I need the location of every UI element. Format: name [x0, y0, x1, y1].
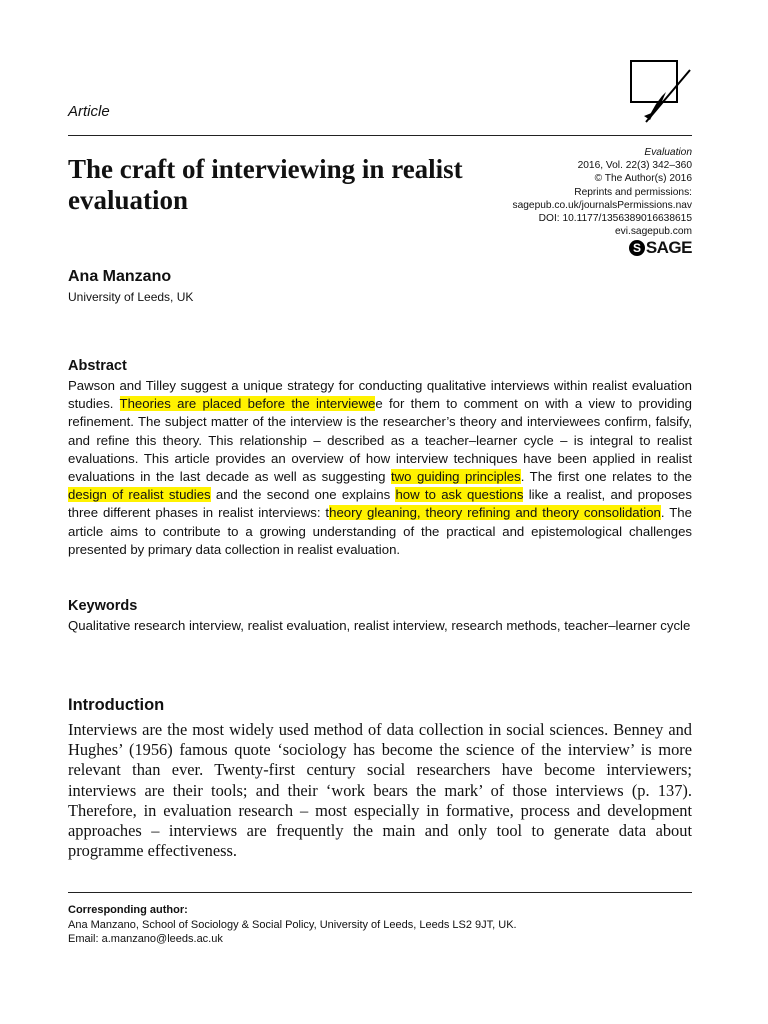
abstract-text-segment: . The article aims to contribute to a growing understanding of the practical and epistemological challenges presented by primary data collection in realist evaluation. [68, 505, 692, 557]
journal-logo-icon [626, 56, 696, 126]
sage-logo [629, 240, 692, 256]
author-email[interactable]: Email: a.manzano@leeds.ac.uk [68, 933, 223, 946]
keywords-text: Qualitative research interview, realist evaluation, realist interview, research methods, teacher–learner cycle [68, 618, 691, 633]
permissions-link[interactable]: sagepub.co.uk/journalsPermissions.nav [512, 199, 692, 211]
author-name: Ana Manzano [68, 268, 172, 285]
article-title: The craft of interviewing in realist evaluation [68, 154, 463, 215]
introduction-heading: Introduction [68, 696, 165, 714]
keywords-heading: Keywords [68, 598, 138, 614]
journal-site-link[interactable]: evi.sagepub.com [614, 226, 692, 238]
reprints-line: Reprints and permissions: [574, 186, 692, 198]
abstract-text-segment: e for them to comment on with a view to providing refinement. The subject matter of the interview is the researcher’s theory and interviewees confirm, falsify, and refine this theory. This relationship – described as a teacher–learner cycle – is integral to realist evaluations. This article provides an overview of how interview techniques have been applied in realist evaluations in the last decade as well as suggesting [68, 396, 692, 485]
abstract-text [68, 377, 692, 559]
highlight: heory gleaning, theory refining and theory consolidation [329, 505, 661, 521]
abstract-text-segment: . The first one relates to the [520, 469, 693, 485]
doi-line[interactable]: DOI: 10.1177/1356389016638615 [538, 213, 692, 225]
article-type-label: Article [68, 103, 110, 120]
highlight: two guiding principles [390, 469, 521, 485]
introduction-paragraph: Interviews are the most widely used method of data collection in social sciences. Benney and Hughes’ (1956) famous quote ‘sociology has become the science of the interview’ is more relevant than ever. Twenty-first century social researchers have become interviewers; interviews are their tools; and their ‘work bears the mark’ of those interviews (p. 137). Therefore, in evaluation research – most especially in formative, process and development approaches – interviews are frequently the main and only tool to generate data about programme effectiveness. [68, 720, 692, 861]
journal-name: Evaluation [644, 147, 692, 158]
abstract-text-segment: and the second one explains [210, 487, 396, 503]
corresponding-author-note [68, 903, 517, 947]
journal-volume: 2016, Vol. 22(3) 342–360 [577, 160, 692, 172]
publisher-name: SAGE [645, 238, 692, 258]
highlight: how to ask questions [395, 487, 524, 503]
sage-mark-icon: S [629, 240, 645, 256]
highlight: design of realist studies [68, 487, 211, 503]
journal-metadata [512, 146, 692, 258]
author-address: Ana Manzano, School of Sociology & Social Policy, University of Leeds, Leeds LS2 9JT, UK. [68, 918, 517, 931]
header-divider [68, 135, 692, 136]
highlight: Theories are placed before the interviewe [119, 396, 376, 412]
copyright-line: © The Author(s) 2016 [594, 173, 692, 185]
author-affiliation: University of Leeds, UK [68, 290, 194, 304]
abstract-heading: Abstract [68, 358, 127, 374]
abstract-text-segment: like a realist, and proposes three different phases in realist interviews: t [68, 487, 692, 521]
abstract-text-segment: Pawson and Tilley suggest a unique strategy for conducting qualitative interviews within realist evaluation studies. [68, 378, 692, 412]
footnote-divider [68, 892, 692, 893]
footnote-label: Corresponding author: [68, 904, 188, 916]
